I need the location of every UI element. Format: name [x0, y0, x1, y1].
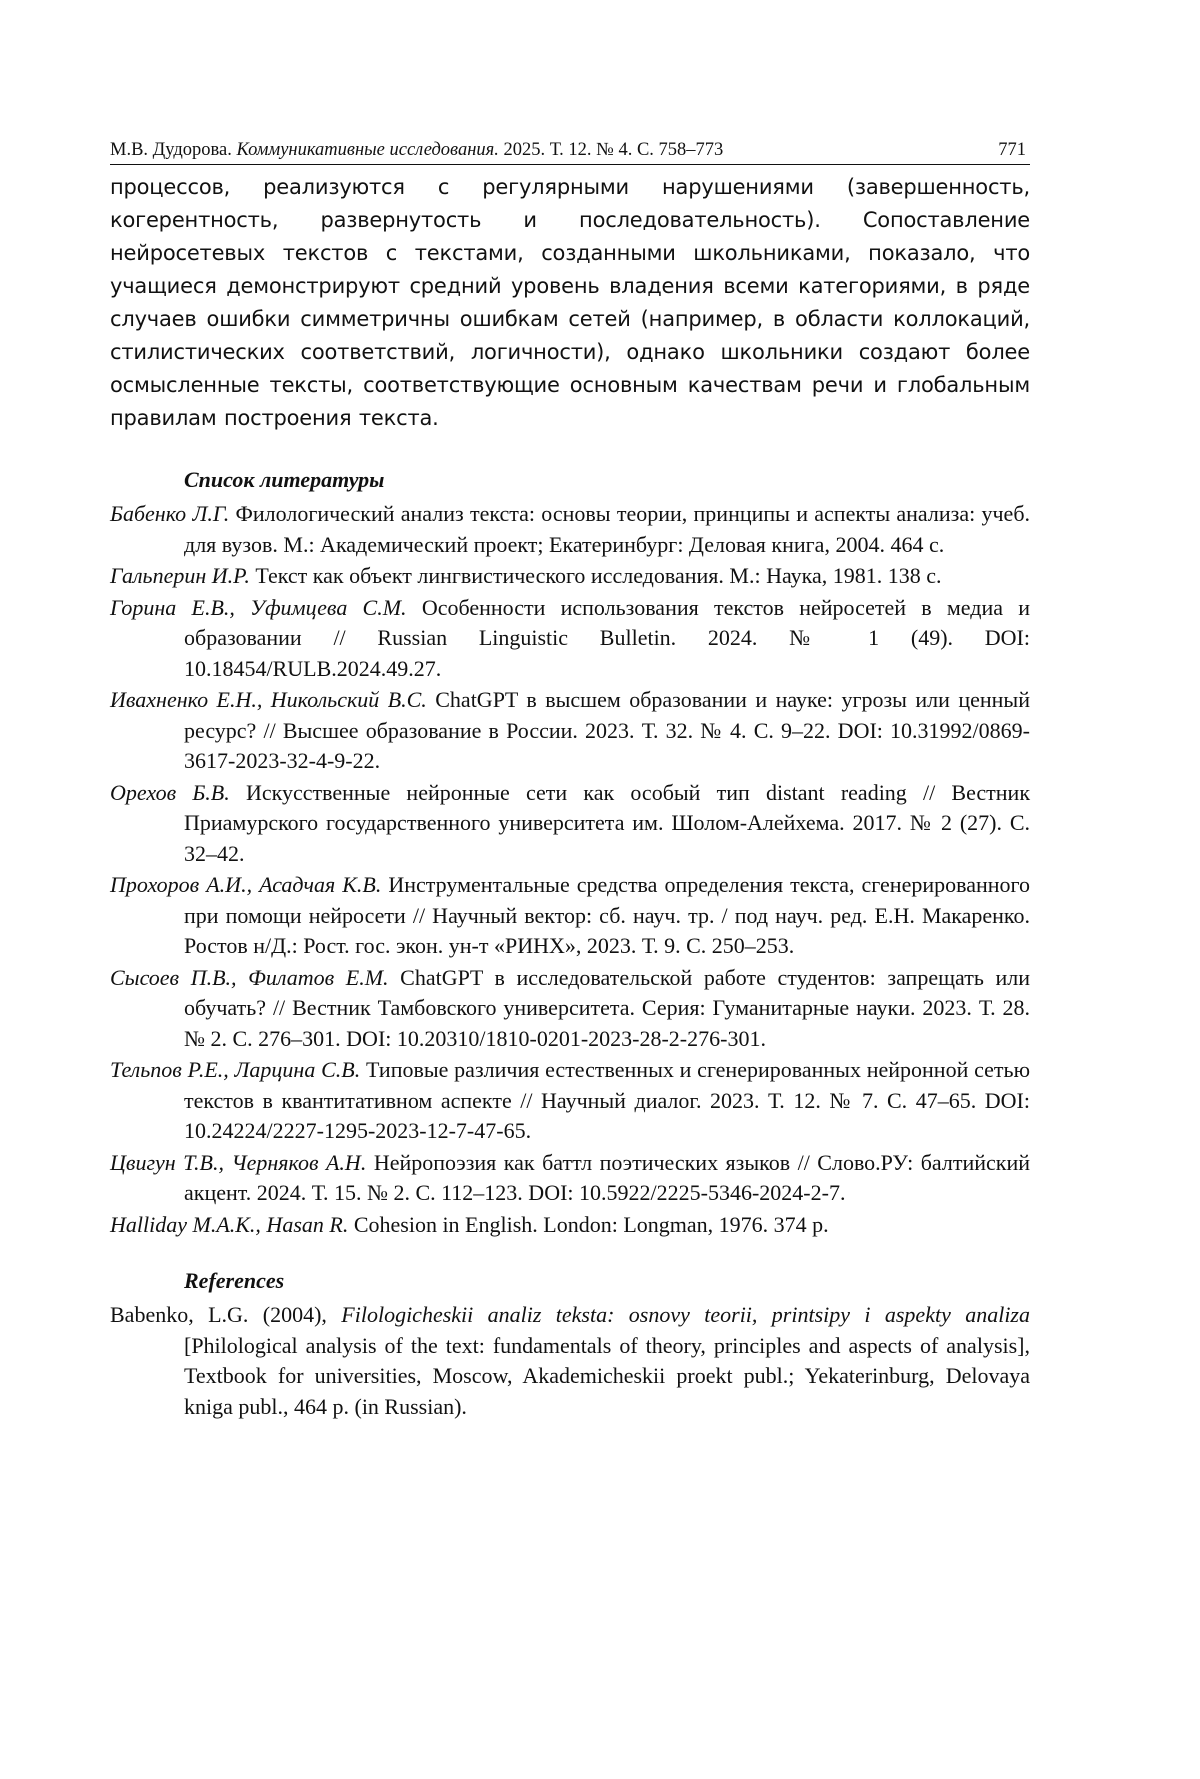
header-issue: 2025. Т. 12. № 4. С. 758–773	[503, 140, 724, 160]
literature-heading: Список литературы	[184, 467, 385, 492]
header-author: М.В. Дудорова.	[110, 140, 232, 160]
reference-item	[110, 1300, 1030, 1422]
literature-list	[110, 499, 1030, 1240]
ref-lead: Babenko, L.G. (2004),	[110, 1302, 327, 1327]
ref-authors: Орехов Б.В.	[110, 779, 230, 805]
ref-text: Текст как объект лингвистического исследования. М.: Наука, 1981. 138 с.	[255, 563, 942, 588]
ref-text: [Philological analysis of the text: fundamentals of theory, principles and aspects of analysis], Textbook for universities, Moscow, Akademicheskii proekt publ.; Yekaterinburg, Delovaya kniga publ., 464 p. (in Russian).	[184, 1332, 1030, 1419]
header-journal: Коммуникативные исследования.	[236, 140, 499, 160]
ref-text: Искусственные нейронные сети как особый тип distant reading // Вестник Приамурского государственного университета им. Шолом-Алейхема. 2017. № 2 (27). С. 32–42.	[184, 779, 1031, 866]
header-citation	[110, 140, 723, 161]
ref-authors: Ивахненко Е.Н., Никольский В.С.	[110, 687, 427, 712]
ref-text: Типовые различия естественных и сгенерированных нейронной сетью текстов в квантитативном аспекте // Научный диалог. 2023. Т. 12. № 7. С. 47–65. DOI: 10.24224/2227-1295-2023-12-7-47-65.	[184, 1057, 1031, 1143]
literature-item	[110, 685, 1030, 777]
running-header	[110, 140, 1030, 165]
literature-item	[110, 870, 1030, 962]
ref-text: ChatGPT в высшем образовании и науке: угрозы или ценный ресурс? // Высшее образование в России. 2023. Т. 32. № 4. С. 9–22. DOI: 10.31992/0869-3617-2023-32-4-9-22.	[184, 687, 1030, 773]
journal-page	[110, 140, 1030, 1423]
ref-authors: Сысоев П.В., Филатов Е.М.	[110, 964, 389, 990]
ref-authors: Цвигун Т.В., Черняков А.Н.	[110, 1149, 367, 1175]
references-heading: References	[184, 1268, 285, 1293]
body-paragraph: процессов, реализуются с регулярными нарушениями (завершенность, когерентность, развернутость и последовательность). Сопоставление нейросетевых текстов с текстами, созданными школьниками, показало, что учащиеся демонстрируют средний уровень владения всеми категориями, в ряде случаев ошибки симметричны ошибкам сетей (например, в области коллокаций, стилистических соответствий, логичности), однако школьники создают более осмысленные тексты, соответствующие основным качествам речи и глобальным правилам построения текста.	[110, 175, 1030, 430]
ref-text: Cohesion in English. London: Longman, 1976. 374 p.	[353, 1211, 829, 1237]
literature-item	[110, 778, 1030, 870]
ref-authors: Гальперин И.Р.	[110, 563, 250, 588]
ref-authors: Прохоров А.И., Асадчая К.В.	[110, 872, 382, 897]
ref-authors: Бабенко Л.Г.	[110, 501, 230, 526]
literature-item	[110, 593, 1030, 685]
ref-title: Filologicheskii analiz teksta: osnovy teorii, printsipy i aspekty analiza	[341, 1302, 1030, 1327]
ref-text: Особенности использования текстов нейросетей в медиа и образовании // Russian Linguistic Bulletin. 2024. № 1 (49). DOI: 10.18454/RULB.2024.49.27.	[184, 594, 1031, 681]
ref-authors: Тельпов Р.Е., Ларцина С.В.	[110, 1057, 361, 1082]
literature-item	[110, 1055, 1030, 1147]
literature-item	[110, 561, 1030, 592]
ref-authors: Halliday M.A.K., Hasan R.	[110, 1211, 349, 1237]
literature-item	[110, 499, 1030, 560]
ref-text: Инструментальные средства определения текста, сгенерированного при помощи нейросети // Научный вектор: сб. науч. тр. / под науч. ред. Е.Н. Макаренко. Ростов н/Д.: Рост. гос. экон. ун-т «РИНХ», 2023. Т. 9. С. 250–253.	[184, 872, 1031, 958]
literature-item	[110, 1148, 1030, 1209]
ref-text: Нейропоэзия как баттл поэтических языков // Слово.РУ: балтийский акцент. 2024. Т. 15. № 2. С. 112–123. DOI: 10.5922/2225-5346-2024-2-7.	[184, 1149, 1030, 1205]
ref-text: ChatGPT в исследовательской работе студентов: запрещать или обучать? // Вестник Тамбовского университета. Серия: Гуманитарные науки. 2023. Т. 28. № 2. С. 276–301. DOI: 10.20310/1810-0201-2023-28-2-276-301.	[184, 964, 1031, 1051]
ref-text: Филологический анализ текста: основы теории, принципы и аспекты анализа: учеб. для вузов. М.: Академический проект; Екатеринбург: Деловая книга, 2004. 464 с.	[184, 501, 1031, 557]
references-list	[110, 1300, 1030, 1422]
page-number: 771	[998, 140, 1026, 160]
ref-authors: Горина Е.В., Уфимцева С.М.	[110, 594, 407, 620]
literature-item	[110, 963, 1030, 1055]
literature-item	[110, 1210, 1030, 1241]
